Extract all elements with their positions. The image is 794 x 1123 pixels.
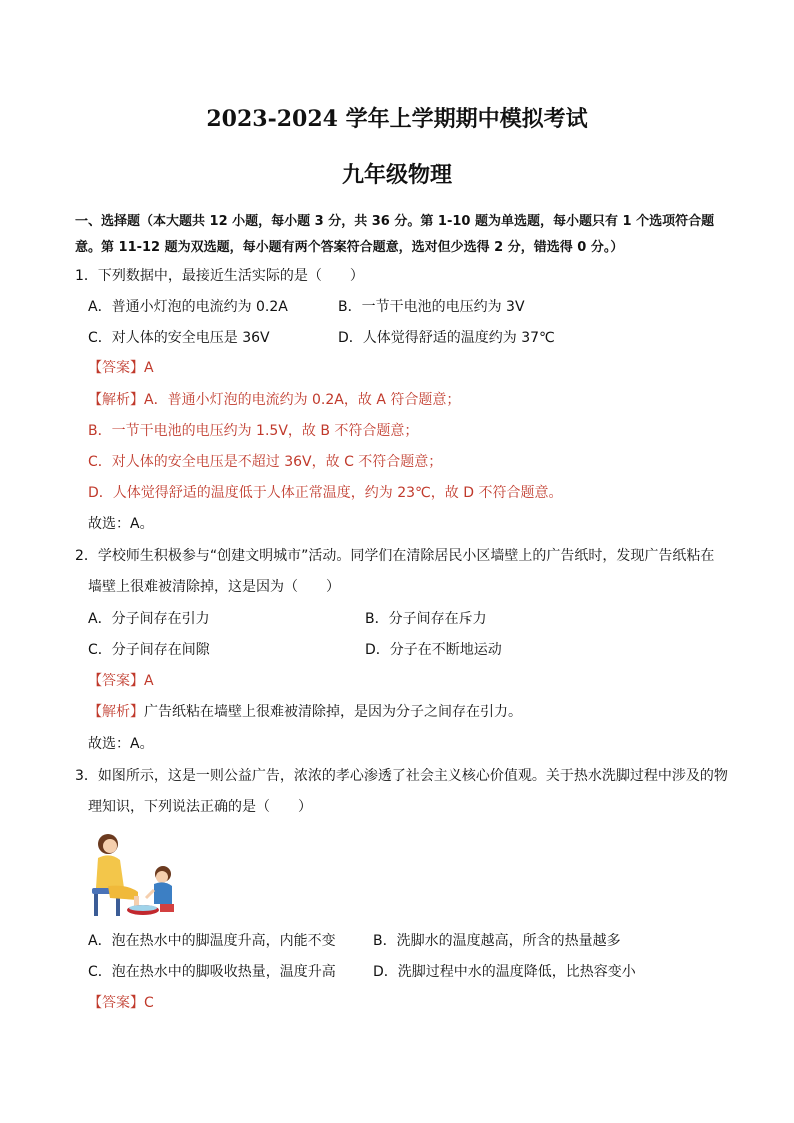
basin-water	[129, 905, 157, 911]
stool-leg	[94, 894, 98, 916]
q1-option-d: D．人体觉得舒适的温度约为 37℃	[338, 330, 555, 346]
q1-analysis-line2: B．一节干电池的电压约为 1.5V，故 B 不符合题意；	[88, 423, 419, 439]
q2-stem-line1: 2．学校师生积极参与“创建文明城市”活动。同学们在清除居民小区墙壁上的广告纸时，发现广告纸粘在	[75, 548, 715, 564]
answer-tag: 【答案】	[88, 360, 144, 376]
q1-analysis-line4: D．人体觉得舒适的温度低于人体正常温度，约为 23℃，故 D 不符合题意。	[88, 485, 563, 501]
q1-option-a: A．普通小灯泡的电流约为 0.2A	[88, 299, 288, 315]
answer-tag: 【答案】	[88, 995, 144, 1011]
q3-stem-line2: 理知识，下列说法正确的是（ ）	[88, 799, 312, 815]
q3-option-a: A．泡在热水中的脚温度升高，内能不变	[88, 933, 336, 949]
q2-stem-line2: 墙壁上很难被清除掉，这是因为（ ）	[88, 579, 340, 595]
child-face	[156, 871, 168, 883]
q1-analysis-line3: C．对人体的安全电压是不超过 36V，故 C 不符合题意；	[88, 454, 443, 470]
analysis-text: 广告纸粘在墙壁上很难被清除掉，是因为分子之间存在引力。	[144, 704, 522, 720]
q2-option-c: C．分子间存在间隙	[88, 642, 210, 658]
q3-answer	[88, 993, 154, 1013]
q1-stem: 1．下列数据中，最接近生活实际的是（ ）	[75, 268, 364, 284]
mother-face	[103, 839, 117, 853]
q1-answer	[88, 358, 154, 378]
analysis-tag: 【解析】	[88, 392, 144, 408]
analysis-text: A．普通小灯泡的电流约为 0.2A，故 A 符合题意；	[144, 392, 461, 408]
child-pants	[160, 904, 174, 912]
answer-value: A	[144, 673, 154, 689]
q3-option-c: C．泡在热水中的脚吸收热量，温度升高	[88, 964, 336, 980]
answer-value: C	[144, 995, 154, 1011]
analysis-tag: 【解析】	[88, 704, 144, 720]
q1-option-b: B．一节干电池的电压约为 3V	[338, 299, 525, 315]
exam-subtitle: 九年级物理	[341, 162, 452, 188]
q1-option-c: C．对人体的安全电压是 36V	[88, 330, 270, 346]
exam-title: 2023-2024 学年上学期期中模拟考试	[206, 106, 588, 132]
answer-tag: 【答案】	[88, 673, 144, 689]
q2-analysis	[88, 702, 522, 722]
q3-stem-line1: 3．如图所示，这是一则公益广告，浓浓的孝心渗透了社会主义核心价值观。关于热水洗脚过程中涉及的物	[75, 768, 728, 784]
q3-option-b: B．洗脚水的温度越高，所含的热量越多	[373, 933, 621, 949]
child-arm	[146, 890, 154, 898]
section-instructions-line2: 意。第 11-12 题为双选题，每小题有两个答案符合题意，选对但少选得 2 分，错选得 0 分。）	[75, 240, 624, 255]
q2-option-a: A．分子间存在引力	[88, 611, 210, 627]
q2-answer	[88, 671, 154, 691]
foot-washing-illustration	[88, 826, 180, 918]
mother-dress	[96, 855, 124, 888]
q1-conclusion: 故选：A。	[88, 516, 154, 532]
q1-analysis-line1	[88, 390, 460, 410]
answer-value: A	[144, 360, 154, 376]
q2-option-b: B．分子间存在斥力	[365, 611, 487, 627]
q2-option-d: D．分子在不断地运动	[365, 642, 502, 658]
q3-option-d: D．洗脚过程中水的温度降低，比热容变小	[373, 964, 636, 980]
section-instructions-line1: 一、选择题（本大题共 12 小题，每小题 3 分，共 36 分。第 1-10 题为单选题，每小题只有 1 个选项符合题	[75, 214, 715, 229]
mother-skirt	[108, 886, 138, 900]
q2-conclusion: 故选：A。	[88, 736, 154, 752]
child-shirt	[154, 882, 172, 904]
